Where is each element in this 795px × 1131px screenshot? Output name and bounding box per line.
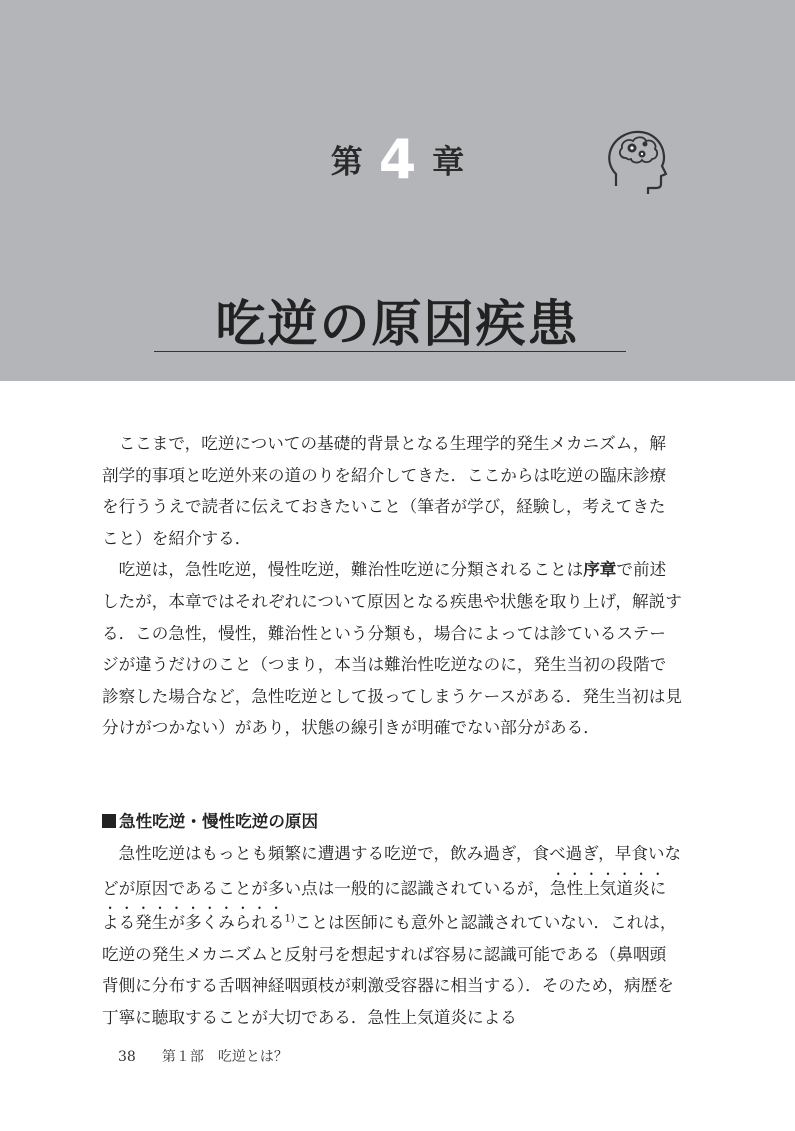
reference-mark: 1) [284, 913, 295, 925]
chapter-number: 4 [378, 128, 417, 191]
section-body [102, 838, 682, 1034]
chapter-suffix: 章 [432, 142, 465, 181]
chapter-label [0, 128, 795, 198]
title-underline [154, 351, 626, 352]
prologue-reference: 序章 [583, 560, 617, 580]
section-text-b: ことは医師にも意外と認識されていない．これは，吃逆の発生メカニズムと反射弓を想起すれば容易に認識可能である（鼻咽頭背側に分布する舌咽神経咽頭枝が刺激受容器に相当する）．そのため，病歴を丁寧に聴取することが大切である．急性上気道炎による [102, 913, 677, 1027]
emphasized-text: 急性上気道炎による発生が多くみられる [102, 878, 667, 933]
section-text-a: 急性吃逆はもっとも頻繁に遭遇する吃逆で，飲み過ぎ，食べ過ぎ，早食いなどが原因であることが多い点は一般的に認識されているが， [102, 844, 682, 898]
chapter-prefix: 第 [330, 142, 363, 181]
page-footer [118, 1046, 288, 1066]
brain-gears-head-icon [606, 128, 668, 196]
section-heading [102, 808, 682, 836]
intro-paragraph-1: ここまで，吃逆についての基礎的背景となる生理学的発生メカニズム，解剖学的事項と吃逆外来の道のりを紹介してきた．ここからは吃逆の臨床診療を行ううえで読者に伝えておきたいこと（筆者が学び，経験し，考えてきたこと）を紹介する． [102, 434, 667, 548]
page-number: 38 [118, 1049, 136, 1065]
section-paragraph [102, 838, 682, 1034]
part-label: 第１部 吃逆とは？ [161, 1049, 288, 1065]
paragraph-2-text-b: で前述したが，本章ではそれぞれについて原因となる疾患や状態を取り上げ，解説する．この急性，慢性，難治性という分類も，場合によっては診ているステージが違うだけのこと（つまり，本当は難治性吃逆なのに，発生当初の段階で診察した場合など，急性吃逆として扱ってしまうケースがある．発生当初は見分けがつかない）があり，状態の線引きが明確でない部分がある． [102, 560, 682, 738]
chapter-title: 吃逆の原因疾患 [215, 295, 580, 353]
square-bullet-icon [102, 814, 116, 828]
chapter-header [0, 0, 795, 381]
intro-paragraph-2 [102, 554, 682, 744]
intro-text [102, 428, 682, 744]
section-heading-text: 急性吃逆・慢性吃逆の原因 [119, 812, 319, 831]
paragraph-2-text-a: 吃逆は，急性吃逆，慢性吃逆，難治性吃逆に分類されることは [118, 560, 584, 580]
